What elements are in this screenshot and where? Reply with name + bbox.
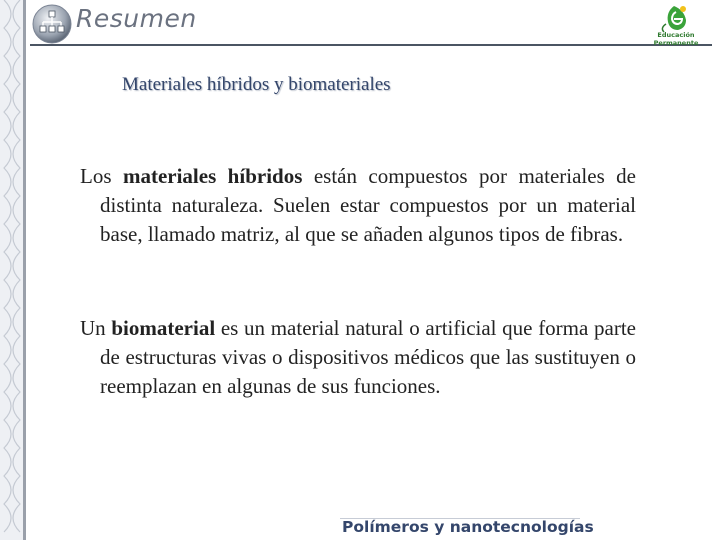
header-divider [30, 44, 712, 46]
scroll-pattern-icon [0, 0, 26, 540]
paragraph-text: están compuestos por materiales de distinta naturaleza. Suelen estar compuestos por un material base, llamado matriz, al que se añaden algunos tipos de fibras. [100, 164, 637, 246]
logo-caption: Educación Permanente [653, 31, 699, 47]
home-network-icon[interactable] [30, 2, 74, 46]
paragraph-hybrid-materials [80, 162, 636, 249]
paragraph-biomaterial [80, 314, 636, 401]
slide-title: Materiales híbridos y biomateriales [122, 74, 391, 95]
paragraph-prefix: Los [80, 164, 123, 188]
footer-title: Polímeros y nanotecnologías [342, 518, 594, 536]
term-biomaterial: biomaterial [111, 316, 216, 340]
paragraph-prefix: Un [80, 316, 112, 340]
paragraph-text: es un material natural o artificial que forma parte de estructuras vivas o dispositivos médicos que las sustituyen o reemplazan en algunas de sus funciones. [100, 316, 636, 398]
decorative-left-border [0, 0, 26, 540]
term-hybrid-materials: materiales híbridos [122, 164, 303, 188]
section-title: Resumen [76, 4, 197, 33]
